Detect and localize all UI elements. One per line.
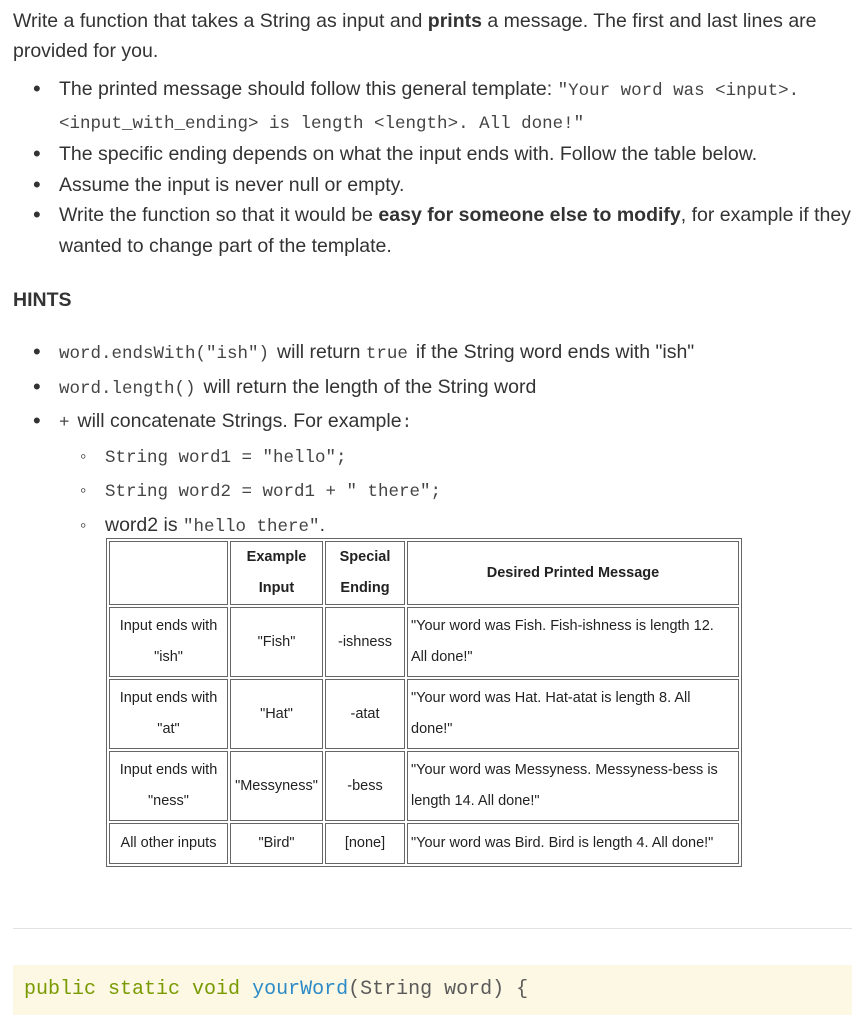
hint-code: true (365, 344, 408, 364)
header-desired-message: Desired Printed Message (407, 541, 739, 605)
list-item (13, 405, 853, 440)
intro-paragraph (13, 6, 853, 66)
list-item (13, 336, 853, 371)
cell-text: "Your word was Hat. Hat-atat is length 8. All (411, 690, 691, 706)
cell-text: Input ends with (119, 618, 218, 634)
message-cell (407, 751, 739, 821)
case-cell (109, 607, 228, 677)
problem-description (13, 0, 853, 543)
bullet-bold: easy for someone else to modify (378, 204, 681, 226)
hint-text: will return the length of the String word (203, 375, 537, 398)
input-cell: "Messyness" (230, 751, 323, 821)
input-cell: "Fish" (230, 607, 323, 677)
case-cell: All other inputs (109, 823, 228, 864)
hints-list (13, 336, 853, 440)
intro-text-end: a message. The first and last lines are provided for you. (13, 10, 817, 62)
cell-text: done!" (411, 721, 453, 737)
input-cell: "Hat" (230, 679, 323, 749)
cell-text: length 14. All done!" (411, 793, 540, 809)
list-item (13, 474, 853, 509)
header-text: Input (258, 580, 295, 596)
code-params: (String word) { (348, 978, 529, 1001)
cell-text: All done!" (411, 649, 473, 665)
ending-cell: -ishness (325, 607, 405, 677)
cell-text: "ness" (148, 793, 189, 809)
table-row (109, 679, 739, 749)
example-text: . (319, 513, 325, 536)
list-item (13, 371, 853, 406)
example-text: word2 is (105, 513, 184, 536)
header-text: Special (339, 549, 391, 565)
case-cell (109, 679, 228, 749)
header-example-input (230, 541, 323, 605)
cell-text: Input ends with (119, 762, 218, 778)
hint-text: will concatenate Strings. For example (77, 410, 402, 432)
hint-colon: : (401, 413, 413, 433)
cell-text: "Your word was Messyness. Messyness-bess is (411, 762, 718, 778)
hint-text: if the String word ends with "ish" (415, 341, 695, 363)
hint-text: will return (277, 341, 361, 363)
case-cell (109, 751, 228, 821)
concat-examples (13, 440, 853, 544)
bullet-text: , for example if they wanted to change part of the template. (59, 204, 851, 257)
input-cell: "Bird" (230, 823, 323, 864)
ending-cell: -atat (325, 679, 405, 749)
requirements-list (13, 74, 853, 261)
list-item (13, 74, 853, 139)
table-row (109, 823, 739, 864)
ending-cell: -bess (325, 751, 405, 821)
intro-bold: prints (427, 10, 482, 32)
bullet-text: The printed message should follow this general template: (59, 78, 558, 100)
header-empty (109, 541, 228, 605)
example-code: "hello there" (183, 516, 320, 537)
cell-text: "Your word was Fish. Fish-ishness is length 12. (411, 618, 714, 634)
hint-code: word.endsWith("ish") (59, 344, 270, 364)
hints-heading: HINTS (13, 289, 72, 311)
code-keywords: public static void (24, 978, 241, 1001)
section-divider (13, 928, 852, 929)
code-function-name: yourWord (252, 978, 349, 1001)
example-code: String word1 = "hello"; (105, 447, 347, 468)
header-text: Ending (340, 580, 390, 596)
example-code: String word2 = word1 + " there"; (105, 482, 442, 502)
table-row (109, 607, 739, 677)
hint-code: + (59, 413, 70, 433)
message-cell (407, 679, 739, 749)
bullet-text: Assume the input is never null or empty. (59, 173, 405, 196)
ending-cell: [none] (325, 823, 405, 864)
message-cell: "Your word was Bird. Bird is length 4. All done!" (407, 823, 739, 864)
list-item (13, 200, 853, 261)
code-editor-line[interactable] (13, 965, 852, 1015)
header-special-ending (325, 541, 405, 605)
cell-text: "at" (157, 721, 180, 737)
header-text: Example (246, 549, 307, 565)
list-item (13, 139, 853, 170)
intro-text: Write a function that takes a String as input and (13, 10, 428, 32)
message-cell (407, 607, 739, 677)
endings-table (106, 538, 742, 867)
table-header-row (109, 541, 739, 605)
hint-code: word.length() (59, 378, 196, 399)
bullet-text: Write the function so that it would be (59, 204, 379, 226)
cell-text: "ish" (154, 649, 183, 665)
table-row (109, 751, 739, 821)
list-item (13, 170, 853, 201)
bullet-text: The specific ending depends on what the input ends with. Follow the table below. (59, 143, 758, 165)
list-item (13, 440, 853, 475)
template-code: "Your word was <input>. <input_with_ending> is length <length>. All done!" (59, 81, 800, 134)
cell-text: Input ends with (119, 690, 218, 706)
